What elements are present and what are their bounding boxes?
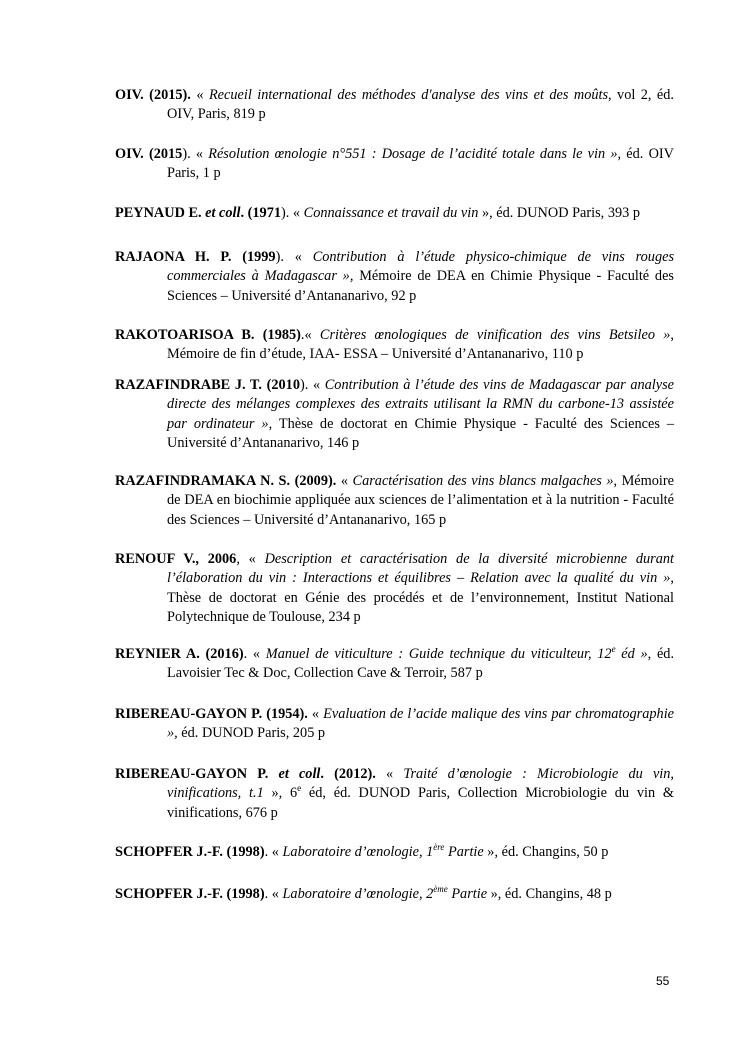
reference-entry: RAJAONA H. P. (1999). « Contribution à l’étude physico-chimique de vins rouges commerciales à Madagascar », Mémoire de DEA en Chimie Physique - Faculté des Sciences – Université d’Antananarivo, 92 p bbox=[115, 249, 675, 304]
reference-entry: RAZAFINDRABE J. T. (2010). « Contribution à l’étude des vins de Madagascar par analyse directe des mélanges complexes des extraits utilisant la RMN du carbone-13 assistée par ordinateur », Thèse de doctorat en Chimie Physique - Faculté des Sciences – Université d’Antananarivo, 146 p bbox=[115, 377, 675, 451]
reference-entry: SCHOPFER J.-F. (1998). « Laboratoire d’œnologie, 2ème Partie », éd. Changins, 48 p bbox=[115, 884, 612, 902]
reference-entry: OIV. (2015). « Résolution œnologie n°551 : Dosage de l’acidité totale dans le vin », éd. OIV Paris, 1 p bbox=[115, 146, 674, 182]
reference-entry: PEYNAUD E. et coll. (1971). « Connaissance et travail du vin », éd. DUNOD Paris, 393 p bbox=[115, 205, 640, 221]
page-number: 55 bbox=[656, 974, 670, 988]
reference-entry: RIBEREAU-GAYON P. et coll. (2012). « Traité d’œnologie : Microbiologie du vin, vinifications, t.1 », 6e éd, éd. DUNOD Paris, Collection Microbiologie du vin & vinifications, 676 p bbox=[115, 766, 674, 821]
reference-entry: REYNIER A. (2016). « Manuel de viticulture : Guide technique du viticulteur, 12e éd », éd. Lavoisier Tec & Doc, Collection Cave & Terroir, 587 p bbox=[115, 644, 675, 682]
reference-entry: RAZAFINDRAMAKA N. S. (2009). « Caractérisation des vins blancs malgaches », Mémoire de DEA en biochimie appliquée aux sciences de l’alimentation et à la nutrition - Faculté des Sciences – Université d’Antananarivo, 165 p bbox=[115, 473, 675, 528]
reference-entry: RAKOTOARISOA B. (1985).« Critères œnologiques de vinification des vins Betsileo », Mémoire de fin d’étude, IAA- ESSA – Université d’Antananarivo, 110 p bbox=[115, 327, 674, 363]
reference-entry: OIV. (2015). « Recueil international des méthodes d'analyse des vins et des moûts, vol 2, éd. OIV, Paris, 819 p bbox=[115, 87, 675, 123]
reference-entry: SCHOPFER J.-F. (1998). « Laboratoire d’œnologie, 1ère Partie », éd. Changins, 50 p bbox=[115, 842, 609, 860]
reference-entry: RIBEREAU-GAYON P. (1954). « Evaluation de l’acide malique des vins par chromatographie », éd. DUNOD Paris, 205 p bbox=[115, 706, 675, 742]
reference-entry: RENOUF V., 2006, « Description et caractérisation de la diversité microbienne durant l’élaboration du vin : Interactions et équilibres – Relation avec la qualité du vin », Thèse de doctorat en Génie des procédés et de l’environnement, Institut National Polytechnique de Toulouse, 234 p bbox=[115, 551, 674, 625]
